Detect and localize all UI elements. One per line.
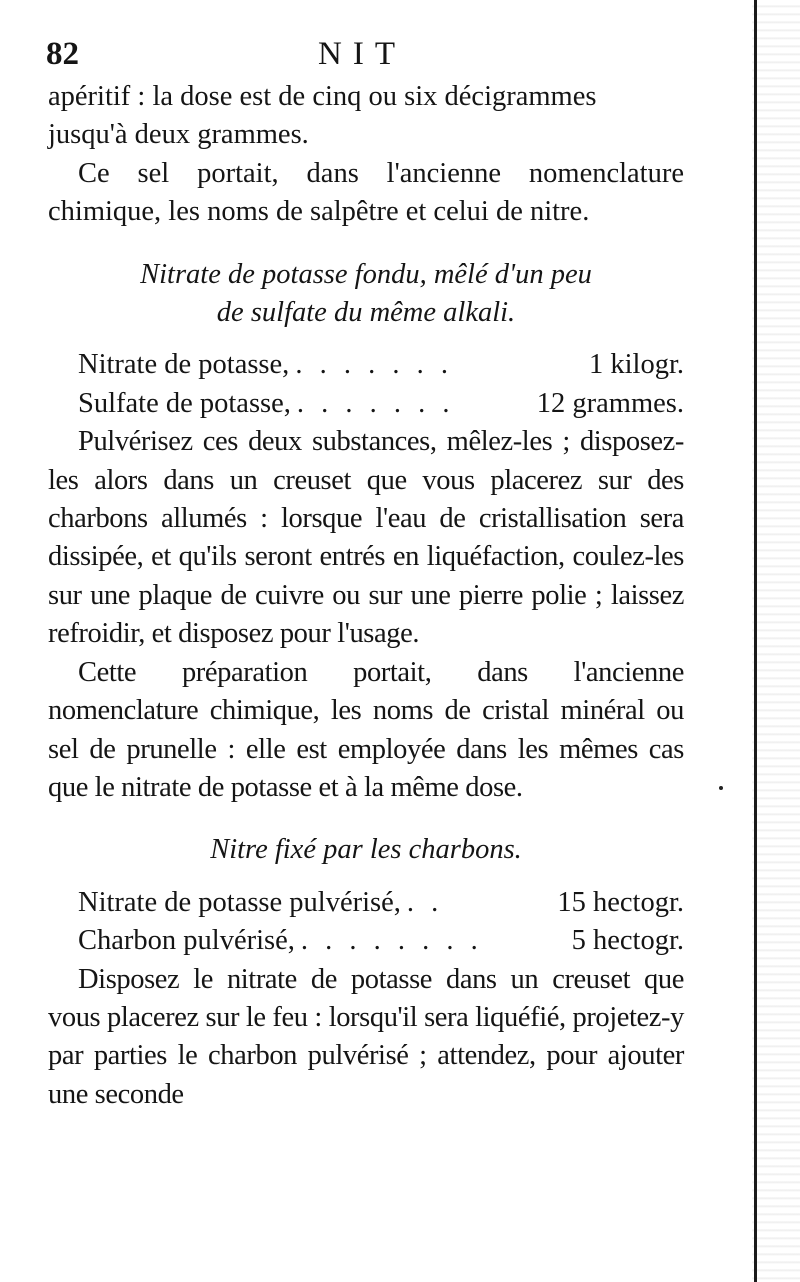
section-1-heading-line-2: de sulfate du même alkali. xyxy=(216,297,516,329)
page-header xyxy=(46,34,686,78)
page-edge-line xyxy=(754,0,757,1282)
intro-line-2: jusqu'à deux grammes. xyxy=(48,119,309,151)
section-2-instructions: Disposez le nitrate de potasse dans un creuset que vous placerez sur le feu : lorsqu'il sera liquéfié, projetez-y par parties le charbon pulvérisé ; attendez, pour ajouter une seconde xyxy=(48,963,684,1110)
ingredient-leader-dots: . . . . . . . xyxy=(296,387,455,419)
ingredient-quantity: 1 kilogr. xyxy=(588,349,684,381)
intro-note: Ce sel portait, dans l'ancienne nomenclature chimique, les noms de salpêtre et celui de nitre. xyxy=(48,157,684,228)
ingredient-name: Sulfate de potasse, xyxy=(78,387,291,419)
page-edge-shadow xyxy=(752,0,800,1282)
ingredient-row xyxy=(78,346,684,384)
ink-speck xyxy=(719,786,723,790)
running-head: NIT xyxy=(318,36,406,72)
ingredient-quantity: 5 hectogr. xyxy=(571,925,684,957)
ingredient-quantity: 15 hectogr. xyxy=(557,886,684,918)
ingredient-name: Nitrate de potasse pulvérisé, xyxy=(78,886,401,918)
section-1-instructions: Pulvérisez ces deux substances, mêlez-les ; disposez-les alors dans un creuset que vous placerez sur des charbons allumés : lorsque l'eau de cristallisation sera dissipée, et qu'ils seront entrés en liquéfaction, coulez-les sur une plaque de cuivre ou sur une pierre polie ; laissez refroidir, et disposez pour l'usage. xyxy=(48,426,684,650)
ingredient-leader-dots: . . . . . . . . xyxy=(300,925,483,957)
ingredient-row xyxy=(78,884,684,922)
section-2-heading: Nitre fixé par les charbons. xyxy=(210,834,522,866)
ingredient-row xyxy=(78,385,684,423)
ingredient-quantity: 12 grammes. xyxy=(536,387,684,419)
ingredient-leader-dots: . . . . . . . xyxy=(295,349,453,381)
ingredient-leader-dots: . . xyxy=(406,886,444,918)
ingredient-row xyxy=(78,922,684,960)
ingredient-name: Nitrate de potasse, xyxy=(78,349,290,381)
ingredient-name: Charbon pulvérisé, xyxy=(78,925,295,957)
section-1-ingredients xyxy=(48,346,684,423)
section-1-heading-line-1: Nitrate de potasse fondu, mêlé d'un peu xyxy=(140,258,592,290)
section-2-ingredients xyxy=(48,884,684,961)
page-number: 82 xyxy=(46,36,79,72)
page-body xyxy=(48,78,684,1114)
section-1-note: Cette préparation portait, dans l'ancienne nomenclature chimique, les noms de cristal minéral ou sel de prunelle : elle est employée dans les mêmes cas que le nitrate de potasse et à la même dose. xyxy=(48,656,684,803)
intro-line-1: apéritif : la dose est de cinq ou six décigrammes xyxy=(48,81,597,112)
